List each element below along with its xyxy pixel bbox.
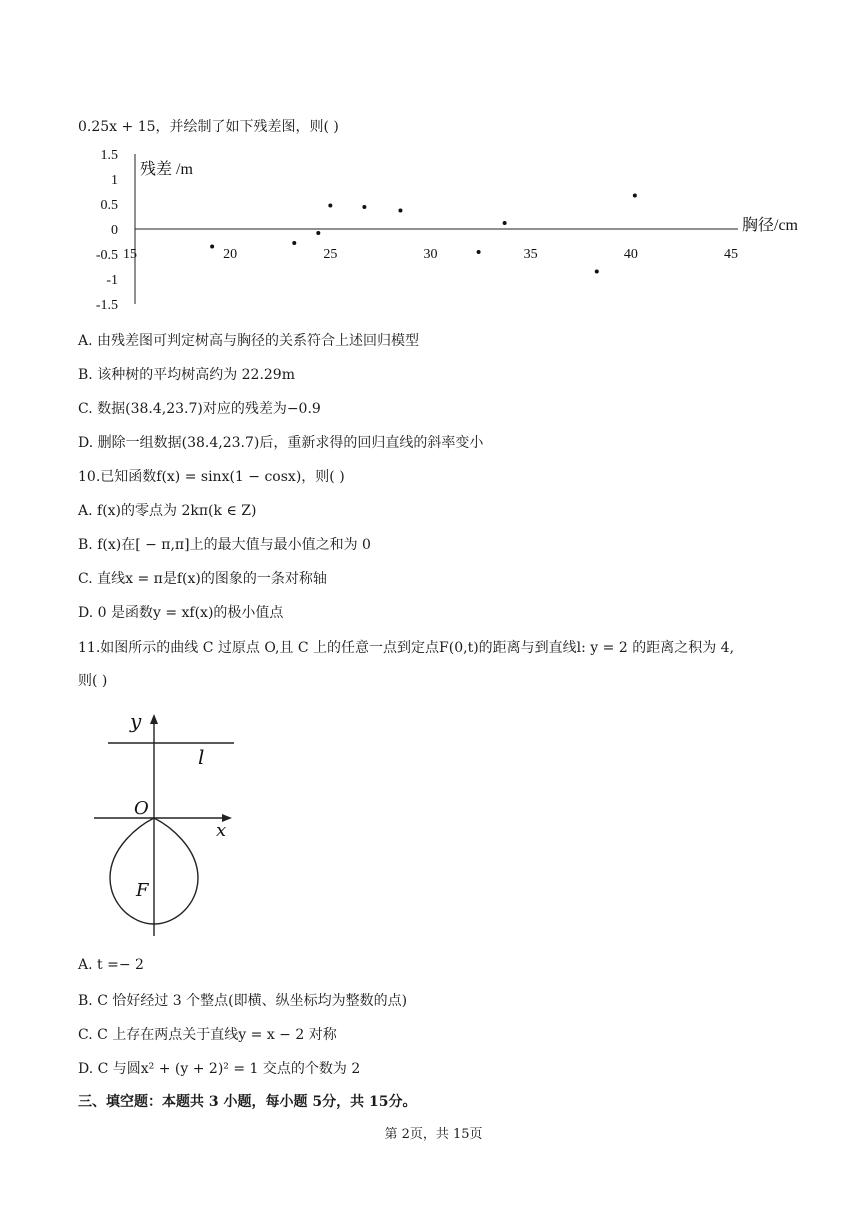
- q10-option-b: B. f(x)在[ − π,π]上的最大值与最小值之和为 0: [78, 537, 371, 553]
- data-point: [633, 194, 637, 198]
- x-tick-label: 20: [223, 247, 238, 262]
- data-point: [316, 231, 320, 235]
- q11-option-b: B. C 恰好经过 3 个整点(即横、纵坐标均为整数的点): [78, 993, 408, 1009]
- q11-option-a: A. t =− 2: [78, 957, 144, 973]
- y-tick-label: 0: [111, 223, 118, 238]
- x-tick-label: 35: [523, 247, 538, 262]
- data-point: [595, 270, 599, 274]
- y-tick-label: 1.5: [100, 148, 118, 163]
- question-11-stem-line-2: 则( ): [78, 673, 108, 689]
- q9-option-c: C. 数据(38.4,23.7)对应的残差为−0.9: [78, 401, 321, 417]
- y-tick-label: -1: [106, 273, 118, 288]
- question-10-stem: 10.已知函数f(x) = sinx(1 − cosx)，则( ): [78, 469, 345, 485]
- x-tick-label: 40: [623, 247, 638, 262]
- q10-option-d: D. 0 是函数y = xf(x)的极小值点: [78, 605, 284, 621]
- question-11-stem-line-1: 11.如图所示的曲线 C 过原点 O,且 C 上的任意一点到定点F(0,t)的距离与到直线l: y = 2 的距离之积为 4,: [78, 640, 735, 656]
- label-l: l: [198, 745, 205, 769]
- y-tick-label: 0.5: [100, 198, 118, 213]
- q10-option-a: A. f(x)的零点为 2kπ(k ∈ Z): [78, 503, 257, 519]
- residual-scatter-chart: [78, 142, 818, 314]
- curve-c-figure: [88, 708, 248, 940]
- y-axis-label: 残差 /m: [140, 161, 193, 178]
- x-tick-label: 15: [123, 247, 137, 262]
- q11-option-d: D. C 与圆x² + (y + 2)² = 1 交点的个数为 2: [78, 1061, 361, 1077]
- y-tick-labels: [96, 148, 118, 313]
- data-point: [503, 221, 507, 225]
- label-o: O: [134, 798, 149, 819]
- data-point: [477, 250, 481, 254]
- data-point: [328, 204, 332, 208]
- q9-option-d: D. 删除一组数据(38.4,23.7)后，重新求得的回归直线的斜率变小: [78, 435, 484, 451]
- label-y: y: [130, 709, 142, 733]
- q9-option-a: A. 由残差图可判定树高与胸径的关系符合上述回归模型: [78, 333, 420, 349]
- data-point: [362, 205, 366, 209]
- data-point: [398, 209, 402, 213]
- y-tick-label: 1: [111, 173, 118, 188]
- q11-option-c: C. C 上存在两点关于直线y = x − 2 对称: [78, 1027, 337, 1043]
- y-axis-arrow: [150, 714, 158, 724]
- x-tick-label: 45: [724, 247, 738, 262]
- label-f: F: [136, 880, 149, 901]
- question-9-tail: 0.25x + 15，并绘制了如下残差图，则( ): [78, 119, 339, 135]
- data-point: [210, 245, 214, 249]
- label-x: x: [216, 820, 227, 841]
- y-tick-label: -1.5: [95, 298, 118, 313]
- x-tick-labels: [123, 247, 738, 262]
- data-point: [292, 241, 296, 245]
- x-tick-label: 30: [423, 247, 438, 262]
- y-tick-label: -0.5: [95, 248, 118, 263]
- x-axis-label: 胸径/cm: [742, 217, 798, 234]
- section-heading: 三、填空题：本题共 3 小题，每小题 5分，共 15分。: [78, 1094, 417, 1110]
- q9-option-b: B. 该种树的平均树高约为 22.29m: [78, 367, 295, 383]
- x-tick-label: 25: [323, 247, 338, 262]
- q10-option-c: C. 直线x = π是f(x)的图象的一条对称轴: [78, 571, 327, 587]
- page-footer: 第 2页，共 15页: [384, 1127, 483, 1142]
